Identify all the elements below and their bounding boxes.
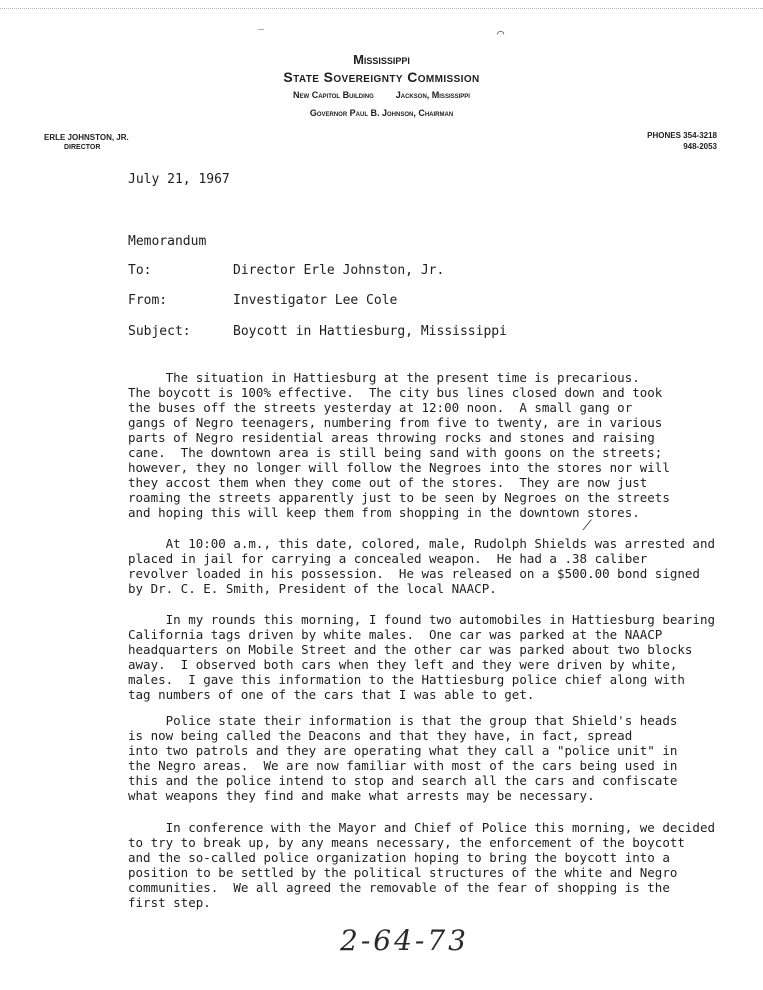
- paragraph-arrest: [128, 536, 728, 596]
- director-title: DIRECTOR: [64, 144, 101, 151]
- paragraph-line: to try to break up, by any means necessary, the enforcement of the boycott: [128, 835, 685, 850]
- paragraph-line: position to be settled by the political structures of the white and Negro: [128, 865, 678, 880]
- paragraph-line: In conference with the Mayor and Chief of Police this morning, we decided: [128, 820, 715, 835]
- paragraph-line: the Negro areas. We are now familiar with most of the cars being used in: [128, 758, 678, 773]
- paragraph-automobiles: [128, 612, 728, 702]
- scan-mark-tick: —: [258, 24, 265, 35]
- memo-heading: Memorandum: [128, 234, 207, 249]
- letterhead-governor: Governor Paul B. Johnson, Chairman: [309, 108, 454, 118]
- paragraph-police-info: [128, 713, 728, 803]
- paragraph-line: California tags driven by white males. One car was parked at the NAACP: [128, 627, 663, 642]
- paragraph-line: what weapons they find and make what arrests may be necessary.: [128, 788, 595, 803]
- letterhead-agency: State Sovereignty Commission: [283, 69, 480, 85]
- paragraph-line: gangs of Negro teenagers, numbering from five to twenty, are in various: [128, 415, 663, 430]
- paragraph-line: parts of Negro residential areas throwing rocks and stones and raising: [128, 430, 655, 445]
- paragraph-line: placed in jail for carrying a concealed weapon. He had a .38 caliber: [128, 551, 648, 566]
- paragraph-line: into two patrols and they are operating what they call a "police unit" in: [128, 743, 678, 758]
- paragraph-line: revolver loaded in his possession. He was released on a $500.00 bond signed: [128, 566, 700, 581]
- to-label: To:: [128, 263, 152, 278]
- paragraph-line: by Dr. C. E. Smith, President of the local NAACP.: [128, 581, 497, 596]
- paragraph-line: cane. The downtown area is still being sand with goons on the streets;: [128, 445, 663, 460]
- letterhead-city: Jackson, Mississippi: [395, 90, 470, 100]
- subject-label: Subject:: [128, 324, 191, 339]
- letterhead-building: New Capitol Building: [293, 90, 374, 100]
- paragraph-line: the buses off the streets yesterday at 12:00 noon. A small gang or: [128, 400, 633, 415]
- memo-date: July 21, 1967: [128, 172, 230, 187]
- from-label: From:: [128, 293, 168, 308]
- letterhead-address: [0, 90, 763, 100]
- paragraph-line: males. I gave this information to the Hattiesburg police chief along with: [128, 672, 685, 687]
- phone-number-secondary: 948-2053: [683, 142, 717, 151]
- paragraph-line: At 10:00 a.m., this date, colored, male, Rudolph Shields was arrested and: [128, 536, 715, 551]
- paragraph-line: and hoping this will keep them from shopping in the downtown stores.: [128, 505, 640, 520]
- paragraph-situation: [128, 370, 728, 520]
- paragraph-line: they accost them when they come out of the stores. They are now just: [128, 475, 648, 490]
- paragraph-line: this and the police intend to stop and search all the cars and confiscate: [128, 773, 678, 788]
- director-name: ERLE JOHNSTON, JR.: [44, 133, 129, 142]
- handwritten-document-number: 2-64-73: [340, 924, 469, 957]
- to-value: Director Erle Johnston, Jr.: [233, 263, 445, 278]
- paragraph-line: tag numbers of one of the cars that I was able to get.: [128, 687, 535, 702]
- paragraph-line: communities. We all agreed the removable of the fear of shopping is the: [128, 880, 670, 895]
- paragraph-line: first step.: [128, 895, 211, 910]
- paragraph-line: is now being called the Deacons and that they have, in fact, spread: [128, 728, 633, 743]
- from-value: Investigator Lee Cole: [233, 293, 398, 308]
- paragraph-line: The situation in Hattiesburg at the present time is precarious.: [128, 370, 640, 385]
- paragraph-line: roaming the streets apparently just to be seen by Negroes on the streets: [128, 490, 670, 505]
- subject-value: Boycott in Hattiesburg, Mississippi: [233, 324, 507, 339]
- phone-number-primary: PHONES 354-3218: [647, 131, 717, 140]
- paragraph-line: headquarters on Mobile Street and the other car was parked about two blocks: [128, 642, 693, 657]
- letterhead-state: Mississippi: [353, 52, 410, 67]
- scan-edge-line: [0, 8, 763, 9]
- paragraph-line: The boycott is 100% effective. The city bus lines closed down and took: [128, 385, 663, 400]
- paragraph-line: In my rounds this morning, I found two automobiles in Hattiesburg bearing: [128, 612, 715, 627]
- paragraph-line: however, they no longer will follow the Negroes into the stores nor will: [128, 460, 670, 475]
- handwritten-mark: ⁄: [586, 518, 589, 534]
- paragraph-line: away. I observed both cars when they left and they were driven by white,: [128, 657, 678, 672]
- paragraph-line: and the so-called police organization hoping to bring the boycott into a: [128, 850, 670, 865]
- paragraph-conference: [128, 820, 728, 910]
- paragraph-line: Police state their information is that the group that Shield's heads: [128, 713, 678, 728]
- scan-mark-dash: ⌒: [497, 26, 505, 40]
